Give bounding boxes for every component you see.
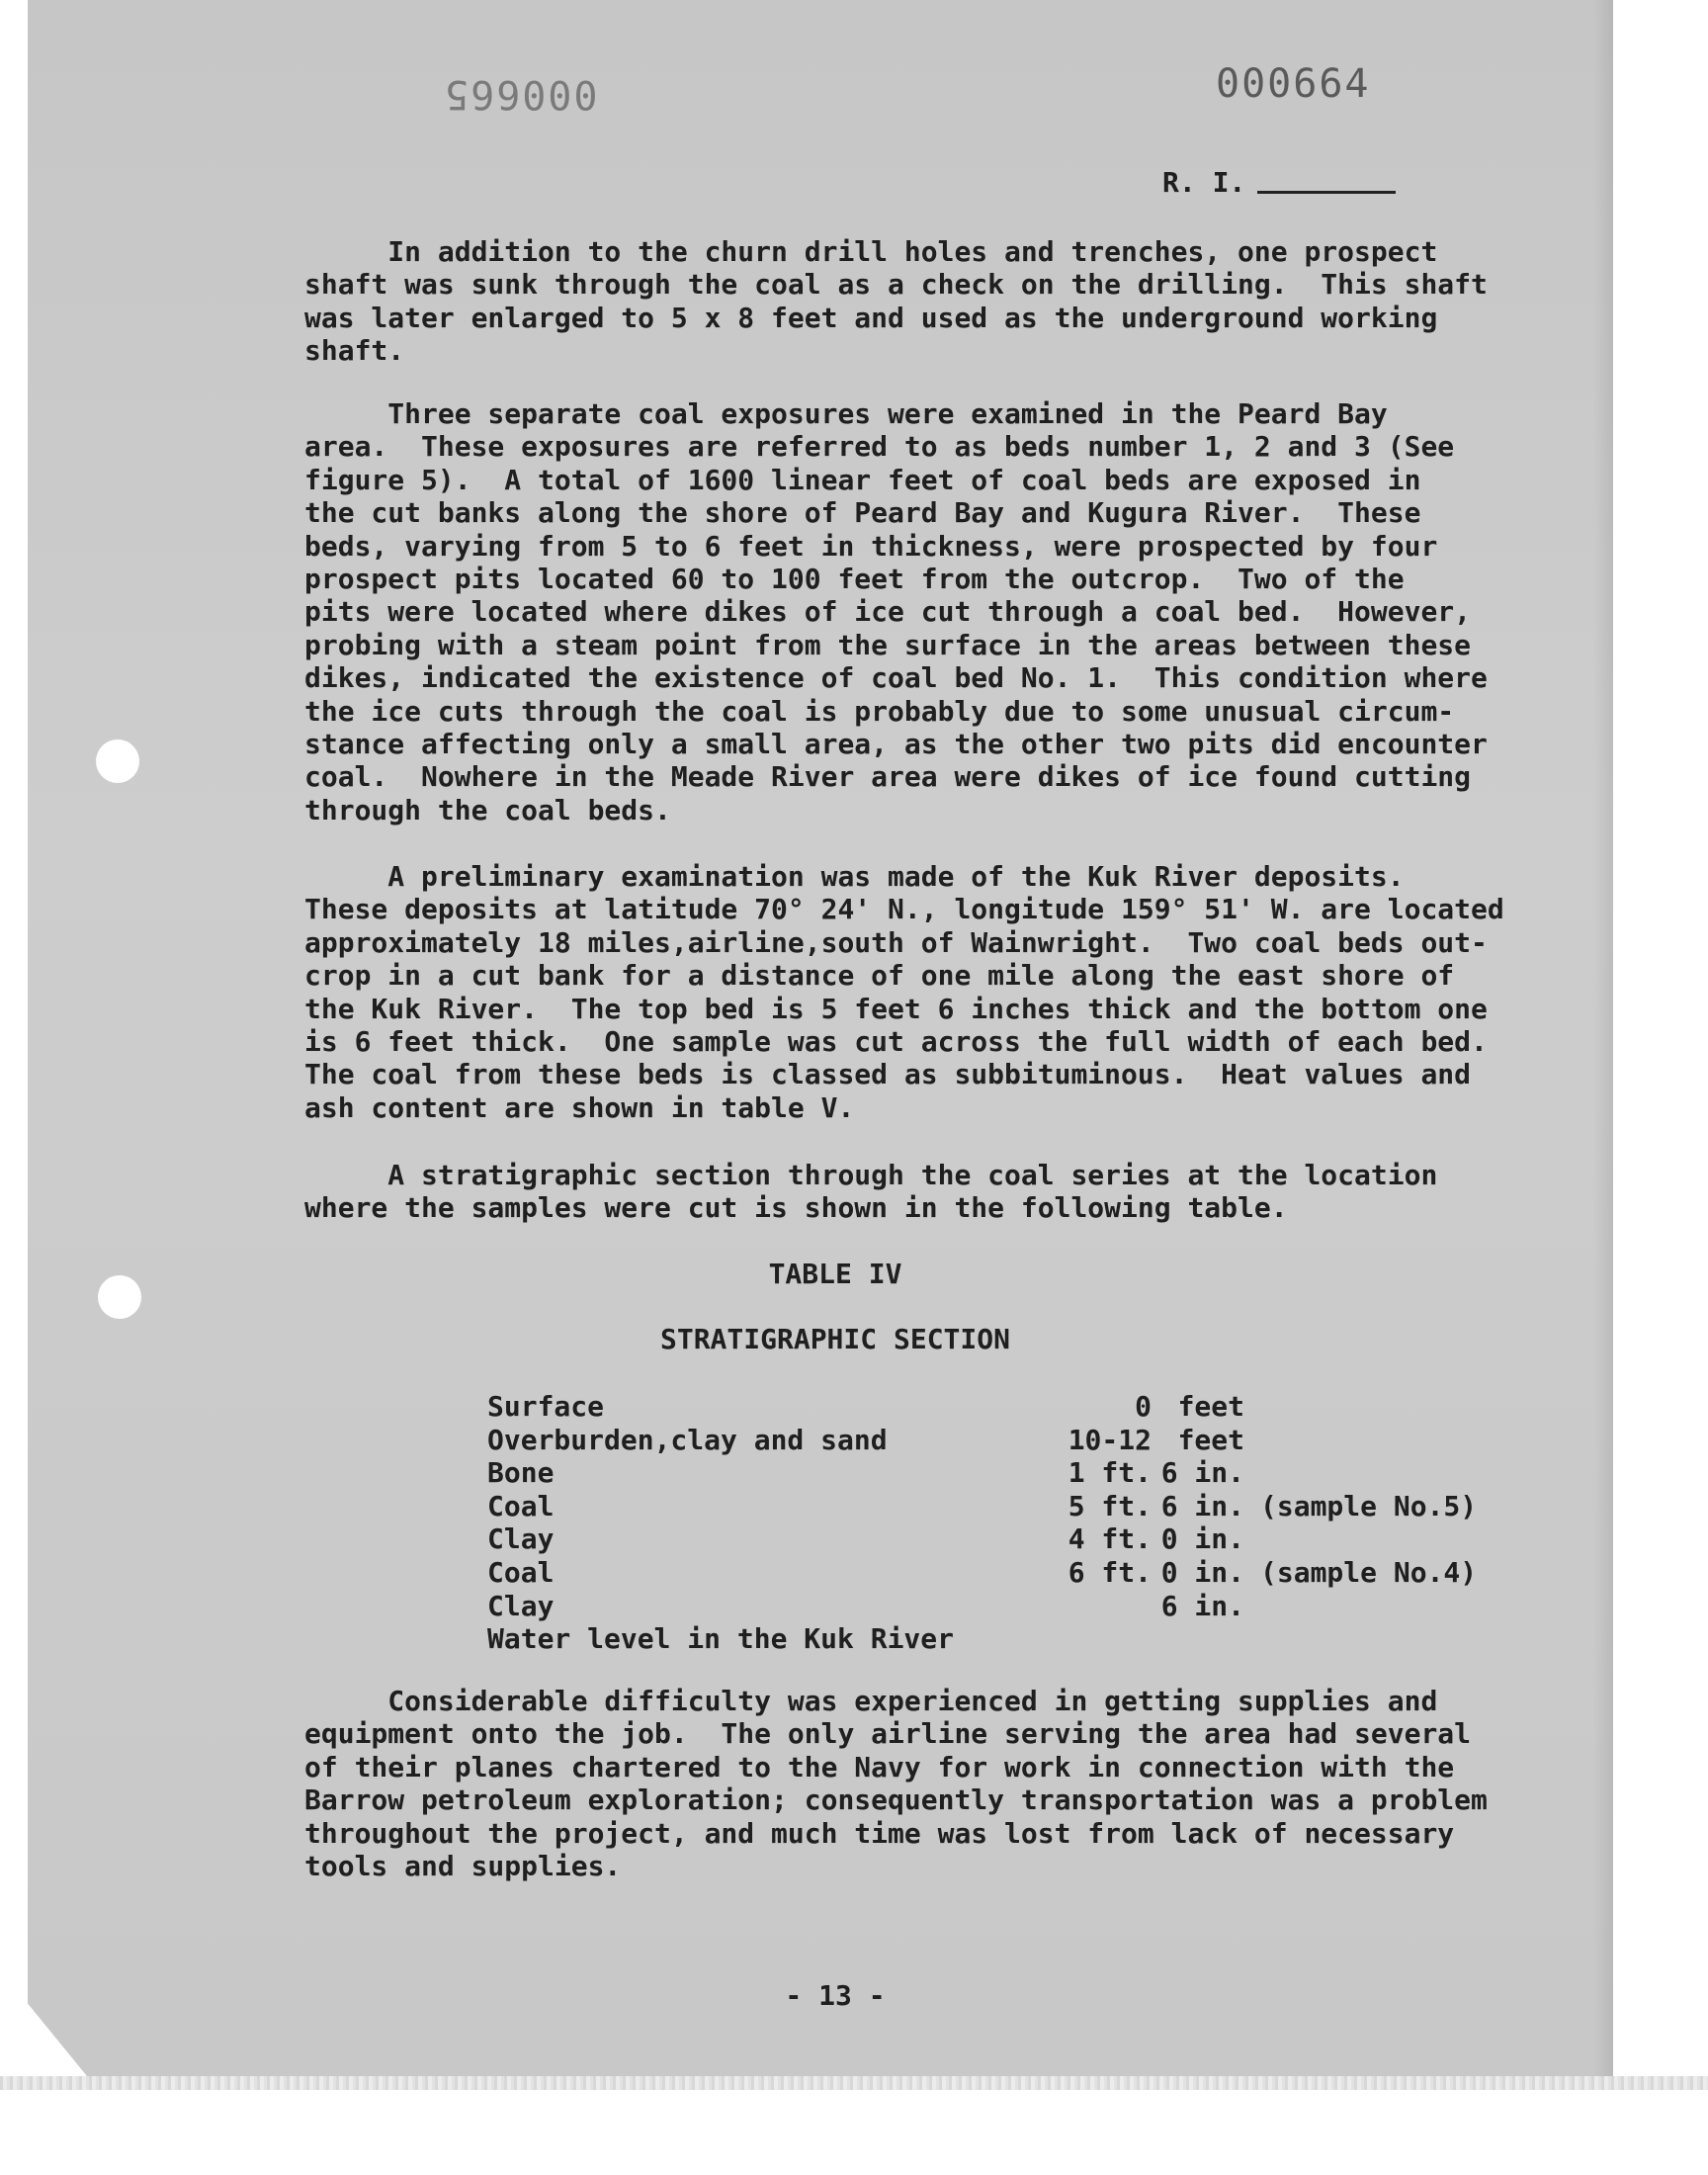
layer-cell: Overburden,clay and sand <box>487 1423 888 1456</box>
thickness-cell: 4 ft. <box>1068 1522 1152 1556</box>
unit-cell: 6 in. <box>1160 1589 1244 1622</box>
table-row <box>487 1424 1477 1457</box>
page-number: - 13 - <box>785 1979 886 2012</box>
paragraph-stratigraphic-intro: A stratigraphic section through the coal series at the location where the samples were cut is shown in the following table. <box>304 1159 1438 1225</box>
note-cell <box>1244 1424 1477 1457</box>
note-cell <box>1244 1522 1477 1556</box>
stratigraphic-table <box>487 1390 1477 1656</box>
paragraph-peard-bay: Three separate coal exposures were examined in the Peard Bay area. These exposures are referred to as beds number 1, 2 and 3 (See figure 5). A total of 1600 linear feet of coal beds are exposed in the cut banks along the shore of Peard Bay and Kugura River. These beds, varying from 5 to 6 feet in thickness, were prospected by four prospect pits located 60 to 100 feet from the outcrop. Two of the pits were located where dikes of ice cut through a coal bed. However, probing with a steam point from the surface in the areas between these dikes, indicated the existence of coal bed No. 1. This condition where the ice cuts through the coal is probably due to some unusual circum- stance affecting only a small area, as the other two pits did encounter coal. Nowhere in the Meade River area were dikes of ice found cutting through the coal beds. <box>304 397 1488 826</box>
unit-cell: feet <box>1177 1390 1244 1423</box>
table-subtitle: STRATIGRAPHIC SECTION <box>659 1323 1010 1355</box>
paragraph-kuk-river: A preliminary examination was made of the Kuk River deposits. These deposits at latitude 70° 24' N., longitude 159° 51' W. are located approximately 18 miles,airline,south of Wainwright. Two coal beds out- crop in a cut bank for a distance of one mile along the east shore of the Kuk River. The top bed is 5 feet 6 inches thick and the bottom one is 6 feet thick. One sample was cut across the full width of each bed. The coal from these beds is classed as subbituminous. Heat values and ash content are shown in table V. <box>304 860 1504 1124</box>
paragraph-supplies: Considerable difficulty was experienced in getting supplies and equipment onto the job. The only airline serving the area had several of their planes chartered to the Navy for work in connection with the Barrow petroleum exploration; consequently transportation was a problem throughout the project, and much time was lost from lack of necessary tools and supplies. <box>304 1685 1488 1883</box>
page-id-stamp: 000664 <box>1216 61 1371 107</box>
note-cell: (sample No.5) <box>1260 1489 1478 1522</box>
punch-hole <box>96 740 139 783</box>
thickness-cell: 10-12 <box>1068 1423 1152 1456</box>
table-row <box>487 1590 1477 1623</box>
table-title: TABLE IV <box>768 1258 902 1290</box>
table-row <box>487 1522 1477 1556</box>
unit-cell: 0 in. <box>1160 1555 1244 1589</box>
table-row <box>487 1456 1477 1490</box>
note-cell: (sample No.4) <box>1260 1555 1478 1589</box>
layer-cell: Surface <box>487 1390 605 1423</box>
table-row <box>487 1622 1477 1656</box>
unit-cell: 0 in. <box>1160 1522 1244 1556</box>
thickness-cell: 5 ft. <box>1068 1489 1152 1522</box>
layer-cell: Coal <box>487 1555 555 1589</box>
ri-label: R. I. <box>1162 166 1246 199</box>
ri-header <box>1162 166 1396 199</box>
thickness-cell <box>962 1590 1152 1623</box>
unit-cell: 6 in. <box>1160 1489 1244 1522</box>
scanner-edge <box>0 2076 1708 2090</box>
table-row <box>487 1490 1477 1523</box>
layer-cell: Clay <box>487 1522 555 1556</box>
layer-cell: Clay <box>487 1589 555 1622</box>
thickness-cell: 6 ft. <box>1068 1555 1152 1589</box>
mirrored-stamp: 000665 <box>443 71 598 117</box>
paragraph-shaft: In addition to the churn drill holes and trenches, one prospect shaft was sunk through the coal as a check on the drilling. This shaft was later enlarged to 5 x 8 feet and used as the underground working shaft. <box>304 235 1488 368</box>
unit-cell: 6 in. <box>1160 1456 1244 1490</box>
thickness-cell: 1 ft. <box>1068 1456 1152 1490</box>
ri-blank-line <box>1257 191 1396 194</box>
layer-cell: Bone <box>487 1456 555 1490</box>
table-row <box>487 1556 1477 1590</box>
note-cell <box>1244 1390 1477 1424</box>
layer-cell: Water level in the Kuk River <box>487 1622 955 1656</box>
layer-cell: Coal <box>487 1489 555 1522</box>
thickness-cell: 0 <box>1135 1390 1152 1423</box>
note-cell <box>1244 1590 1477 1623</box>
unit-cell: feet <box>1177 1423 1244 1456</box>
note-cell <box>1244 1456 1477 1490</box>
table-row <box>487 1390 1477 1424</box>
